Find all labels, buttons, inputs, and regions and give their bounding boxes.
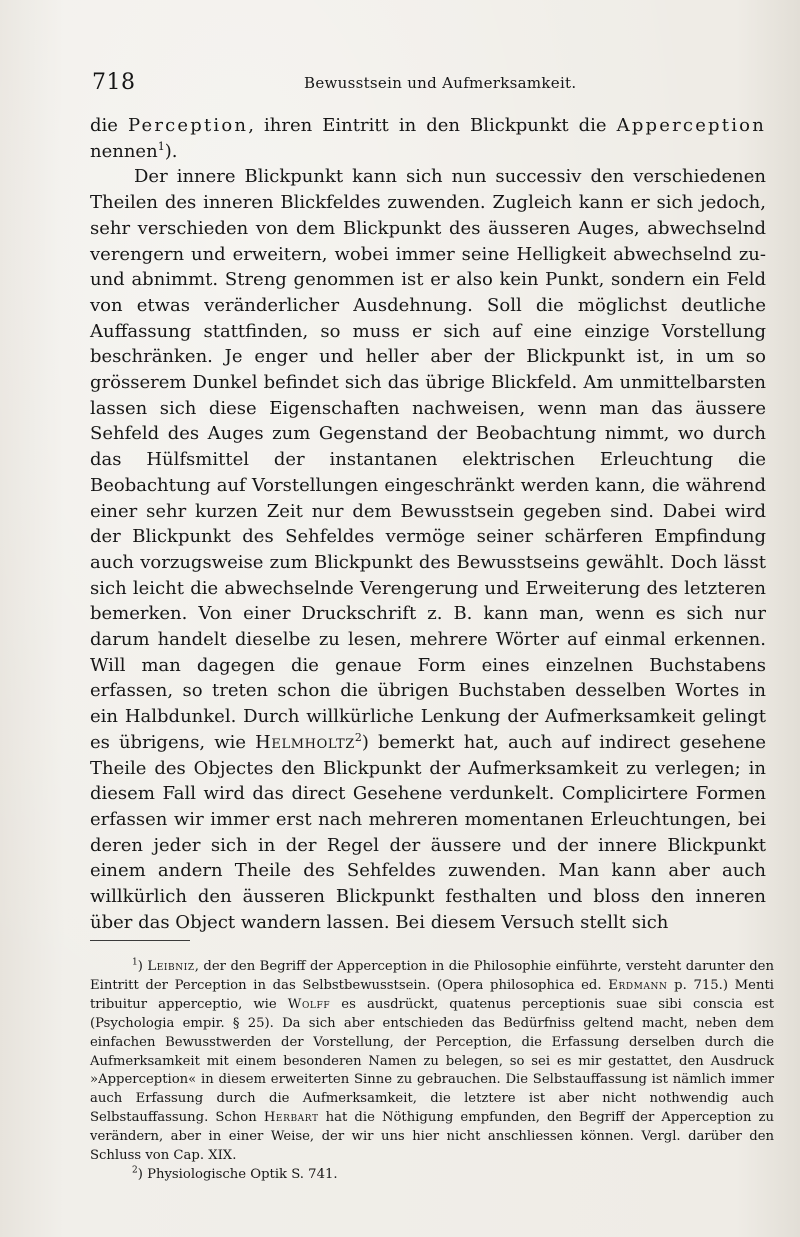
footnote-1-text-b: p. 715.) Menti tribuitur apperceptio, wie <box>90 977 774 1012</box>
footnote-ref-1: 1 <box>157 139 165 153</box>
footnote-2-text: ) Physiologische Optik S. 741. <box>137 1166 338 1182</box>
paragraph-1-middle: , ihren Eintritt in den Blickpunkt die <box>248 115 617 136</box>
paragraph-1-start: die <box>90 115 128 136</box>
paragraph-2 <box>90 164 766 935</box>
footnote-2-number: 2 <box>132 1165 138 1176</box>
term-perception: Perception <box>127 115 249 136</box>
author-name-herbart: Herbart <box>263 1110 319 1126</box>
running-title: Bewusstsein und Aufmerksamkeit. <box>304 74 577 92</box>
footnote-1: $^1$) Leibniz, der den Begriff der Apperception in die Philosophie einführte, versteht darunter den Eintritt der Perception in das Selbstbewusstsein. (Opera philosophica ed. Erdmann p. 715.) Menti tribuitur apperceptio, wie Wolff es ausdrückt, quatenus perceptionis suae sibi conscia est (Psychologia empir. § 25). Da sich aber entschieden das Bedürfniss geltend macht, neben dem einfachen Bewusstwerden der Vorstellung, der Perception, die Erfassung derselben durch die Aufmerksamkeit mit einem besonderen Namen zu belegen, so sei es mir gestattet, den Ausdruck »Apperception« in diesem erweiterten Sinne zu gebrauchen. Die Selbstauffassung ist nämlich immer auch Erfassung durch die Aufmerksamkeit, die letztere ist aber nicht nothwendig auch Selbstauffassung. Schon Herbart hat die Nöthigung empfunden, den Begriff der Apperception zu verändern, aber in einer Weise, der wir uns hier nicht anschliessen können. Vergl. darüber den Schluss von Cap. XIX. <box>90 957 775 1164</box>
paragraph-1-end: nennen <box>90 140 158 162</box>
footnote-1-text-d: hat die Nöthigung empfunden, den Begriff der Apperception zu verändern, aber in einer Weise, der wir uns hier nicht anschliessen können. Vergl. darüber den Schluss von Cap. XIX. <box>90 1110 774 1164</box>
term-apperception: Apperception <box>616 115 767 136</box>
footnotes <box>90 958 774 1185</box>
paragraph-2-part-a: Der innere Blickpunkt kann sich nun successiv den verschiedenen Theilen des inneren Blickfeldes zuwenden. Zugleich kann er sich jedoch, sehr verschieden von dem Blickpunkt des äusseren Auges, abwechselnd verengern und erweitern, wobei immer seine Helligkeit abwechselnd zu- und abnimmt. Streng genommen ist er also kein Punkt, sondern ein Feld von etwas veränderlicher Ausdehnung. Soll die möglichst deutliche Auffassung stattfinden, so muss er sich auf eine einzige Vorstellung beschränken. Je enger und heller aber der Blickpunkt ist, in um so grösserem Dunkel befindet sich das übrige Blickfeld. Am unmittelbarsten lassen sich diese Eigenschaften nachweisen, wenn man das äussere Sehfeld des Auges zum Gegenstand der Beobachtung nimmt, wo durch das Hülfsmittel der instantanen elektrischen Erleuchtung die Beobachtung auf Vorstellungen eingeschränkt werden kann, die während einer sehr kurzen Zeit nur dem Bewusstsein gegeben sind. Dabei wird der Blickpunkt des Sehfeldes vermöge seiner schärferen Empfindung auch vorzugsweise zum Blickpunkt des Bewusstseins gewählt. Doch lässt sich leicht die abwechselnde Verengerung und Erweiterung des letzteren bemerken. Von einer Druckschrift z. B. kann man, wenn es sich nur darum handelt dieselbe zu lesen, mehrere Wörter auf einmal erkennen. Will man dagegen die genaue Form eines einzelnen Buchstabens erfassen, so treten schon die übrigen Buchstaben desselben Wortes in ein Halbdunkel. Durch willkürliche Lenkung der Aufmerksamkeit gelingt es übrigens, wie <box>90 166 766 753</box>
page-number: 718 <box>92 70 136 95</box>
footnote-1-number: 1 <box>132 957 138 968</box>
paragraph-2-part-b: ) bemerkt hat, auch auf indirect gesehene Theile des Objectes den Blickpunkt der Aufmerksamkeit zu verlegen; in diesem Fall wird das direct Gesehene verdunkelt. Complicirtere Formen erfassen wir immer erst nach mehreren momentanen Erleuchtungen, bei deren jeder sich in der Regel der äussere und der innere Blickpunkt einem andern Theile des Sehfeldes zuwenden. Man kann aber auch willkürlich den äusseren Blickpunkt festhalten und bloss den inneren über das Object wandern lassen. Bei diesem Versuch stellt sich <box>90 731 766 933</box>
page-header <box>92 70 792 100</box>
paragraph-1-tail: ). <box>164 140 178 162</box>
footnote-1-text-a: , der den Begriff der Apperception in die Philosophie einführte, versteht darunter den Eintritt der Perception in das Selbstbewusstsein. (Opera philosophica ed. <box>90 959 774 993</box>
author-name-erdmann: Erdmann <box>608 977 668 993</box>
body-text <box>90 113 766 936</box>
author-name-leibniz: Leibniz <box>147 959 195 974</box>
author-name-wolff: Wolff <box>287 996 331 1012</box>
paragraph-1 <box>90 113 766 164</box>
footnote-ref-2: 2 <box>354 730 362 744</box>
footnote-divider <box>90 940 190 941</box>
footnote-1-text-c: es ausdrückt, quatenus perceptionis suae sibi conscia est (Psychologia empir. § 25). Da sich aber entschieden das Bedürfniss geltend macht, neben dem einfachen Bewusstwerden der Vorstellung, der Perception, die Erfassung derselben durch die Aufmerksamkeit mit einem besonderen Namen zu belegen, so sei es mir gestattet, den Ausdruck »Apperception« in diesem erweiterten Sinne zu gebrauchen. Die Selbstauffassung ist nämlich immer auch Erfassung durch die Aufmerksamkeit, die letztere ist aber nicht nothwendig auch Selbstauffassung. Schon <box>90 996 775 1126</box>
author-name-helmholtz: Helmholtz <box>255 731 355 753</box>
footnote-2 <box>90 1166 774 1185</box>
